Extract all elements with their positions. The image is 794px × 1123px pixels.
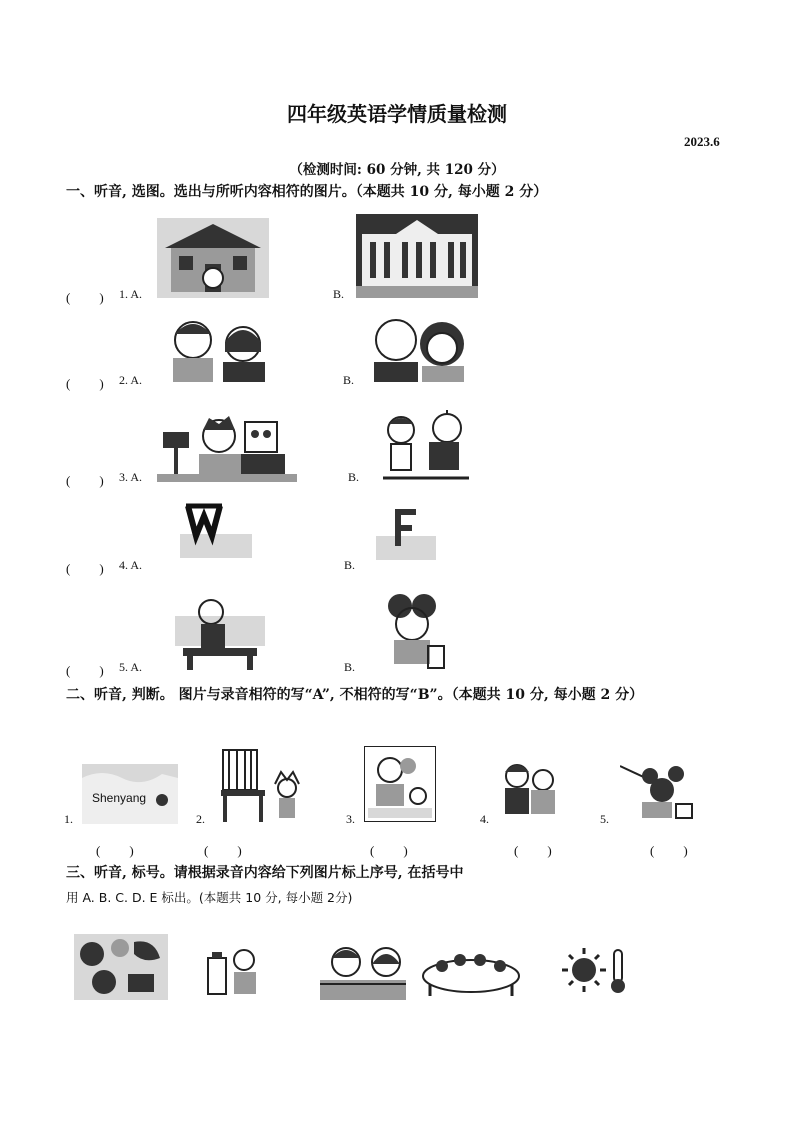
letter-w-picture: [180, 500, 252, 558]
answer-blank[interactable]: ( ): [370, 843, 409, 858]
boy-and-robot-picture: [383, 408, 469, 482]
shenyang-sign-text: Shenyang: [92, 791, 147, 805]
item-number: 3.: [346, 812, 355, 826]
answer-blank[interactable]: ( ): [66, 561, 105, 576]
mouse-and-book-picture: [620, 760, 696, 822]
girl-thinking-picture: [370, 592, 450, 670]
option-a-label: 4. A.: [119, 558, 143, 572]
answer-blank[interactable]: ( ): [66, 290, 105, 305]
old-man-on-bench-picture: [175, 596, 265, 672]
answer-blank[interactable]: ( ): [96, 843, 135, 858]
option-a-label: 2. A.: [119, 373, 143, 387]
answer-blank[interactable]: ( ): [66, 473, 105, 488]
two-kids-winter-picture: [497, 758, 561, 820]
item-number: 5.: [600, 812, 609, 826]
answer-blank[interactable]: ( ): [650, 843, 689, 858]
option-a-label: 3. A.: [119, 470, 143, 484]
section3-heading: 三、听音, 标号。请根据录音内容给下列图片标上序号, 在括号中: [66, 865, 464, 881]
item-number: 2.: [196, 812, 205, 826]
option-b-label: B.: [344, 558, 356, 572]
house-picture: [157, 218, 269, 298]
option-b-label: B.: [343, 373, 355, 387]
item-number: 1.: [64, 812, 73, 826]
option-b-label: B.: [333, 287, 345, 301]
answer-blank[interactable]: ( ): [66, 663, 105, 678]
option-b-label: B.: [348, 470, 360, 484]
drinks-picture: [200, 940, 266, 1000]
students-writing-picture: [316, 940, 410, 1002]
answer-blank[interactable]: ( ): [204, 843, 243, 858]
option-a-label: 5. A.: [119, 660, 143, 674]
section3-subheading: 用 A. B. C. D. E 标出。(本题共 10 分, 每小题 2分): [66, 890, 353, 905]
grandparents-picture: [368, 312, 470, 382]
section1-heading: 一、听音, 选图。选出与所听内容相符的图片。（本题共 10 分, 每小题 2 分）: [66, 184, 548, 200]
answer-blank[interactable]: ( ): [514, 843, 553, 858]
letter-f-picture: [376, 506, 436, 560]
toys-picture: [74, 934, 168, 1000]
chair-and-girl-picture: [215, 748, 311, 824]
answer-blank[interactable]: ( ): [66, 376, 105, 391]
boy-robot-reading-picture: [157, 402, 297, 482]
shenyang-sign-picture: [82, 764, 178, 824]
option-a-label: 1. A.: [119, 287, 143, 301]
exam-note: （检测时间: 60 分钟, 共 120 分）: [289, 162, 505, 178]
section2-heading: 二、听音, 判断。 图片与录音相符的写“A”, 不相符的写“B”。（本题共 10 分, 每小题 2 分）: [66, 687, 644, 703]
table-with-food-picture: [420, 946, 522, 996]
item-number: 4.: [480, 812, 489, 826]
page-title: 四年级英语学情质量检测: [287, 102, 507, 126]
palace-picture: [356, 214, 478, 298]
washing-picture: [364, 746, 436, 822]
option-b-label: B.: [344, 660, 356, 674]
hot-weather-picture: [560, 944, 630, 996]
two-children-picture: [163, 312, 275, 382]
exam-date: 2023.6: [684, 134, 720, 149]
